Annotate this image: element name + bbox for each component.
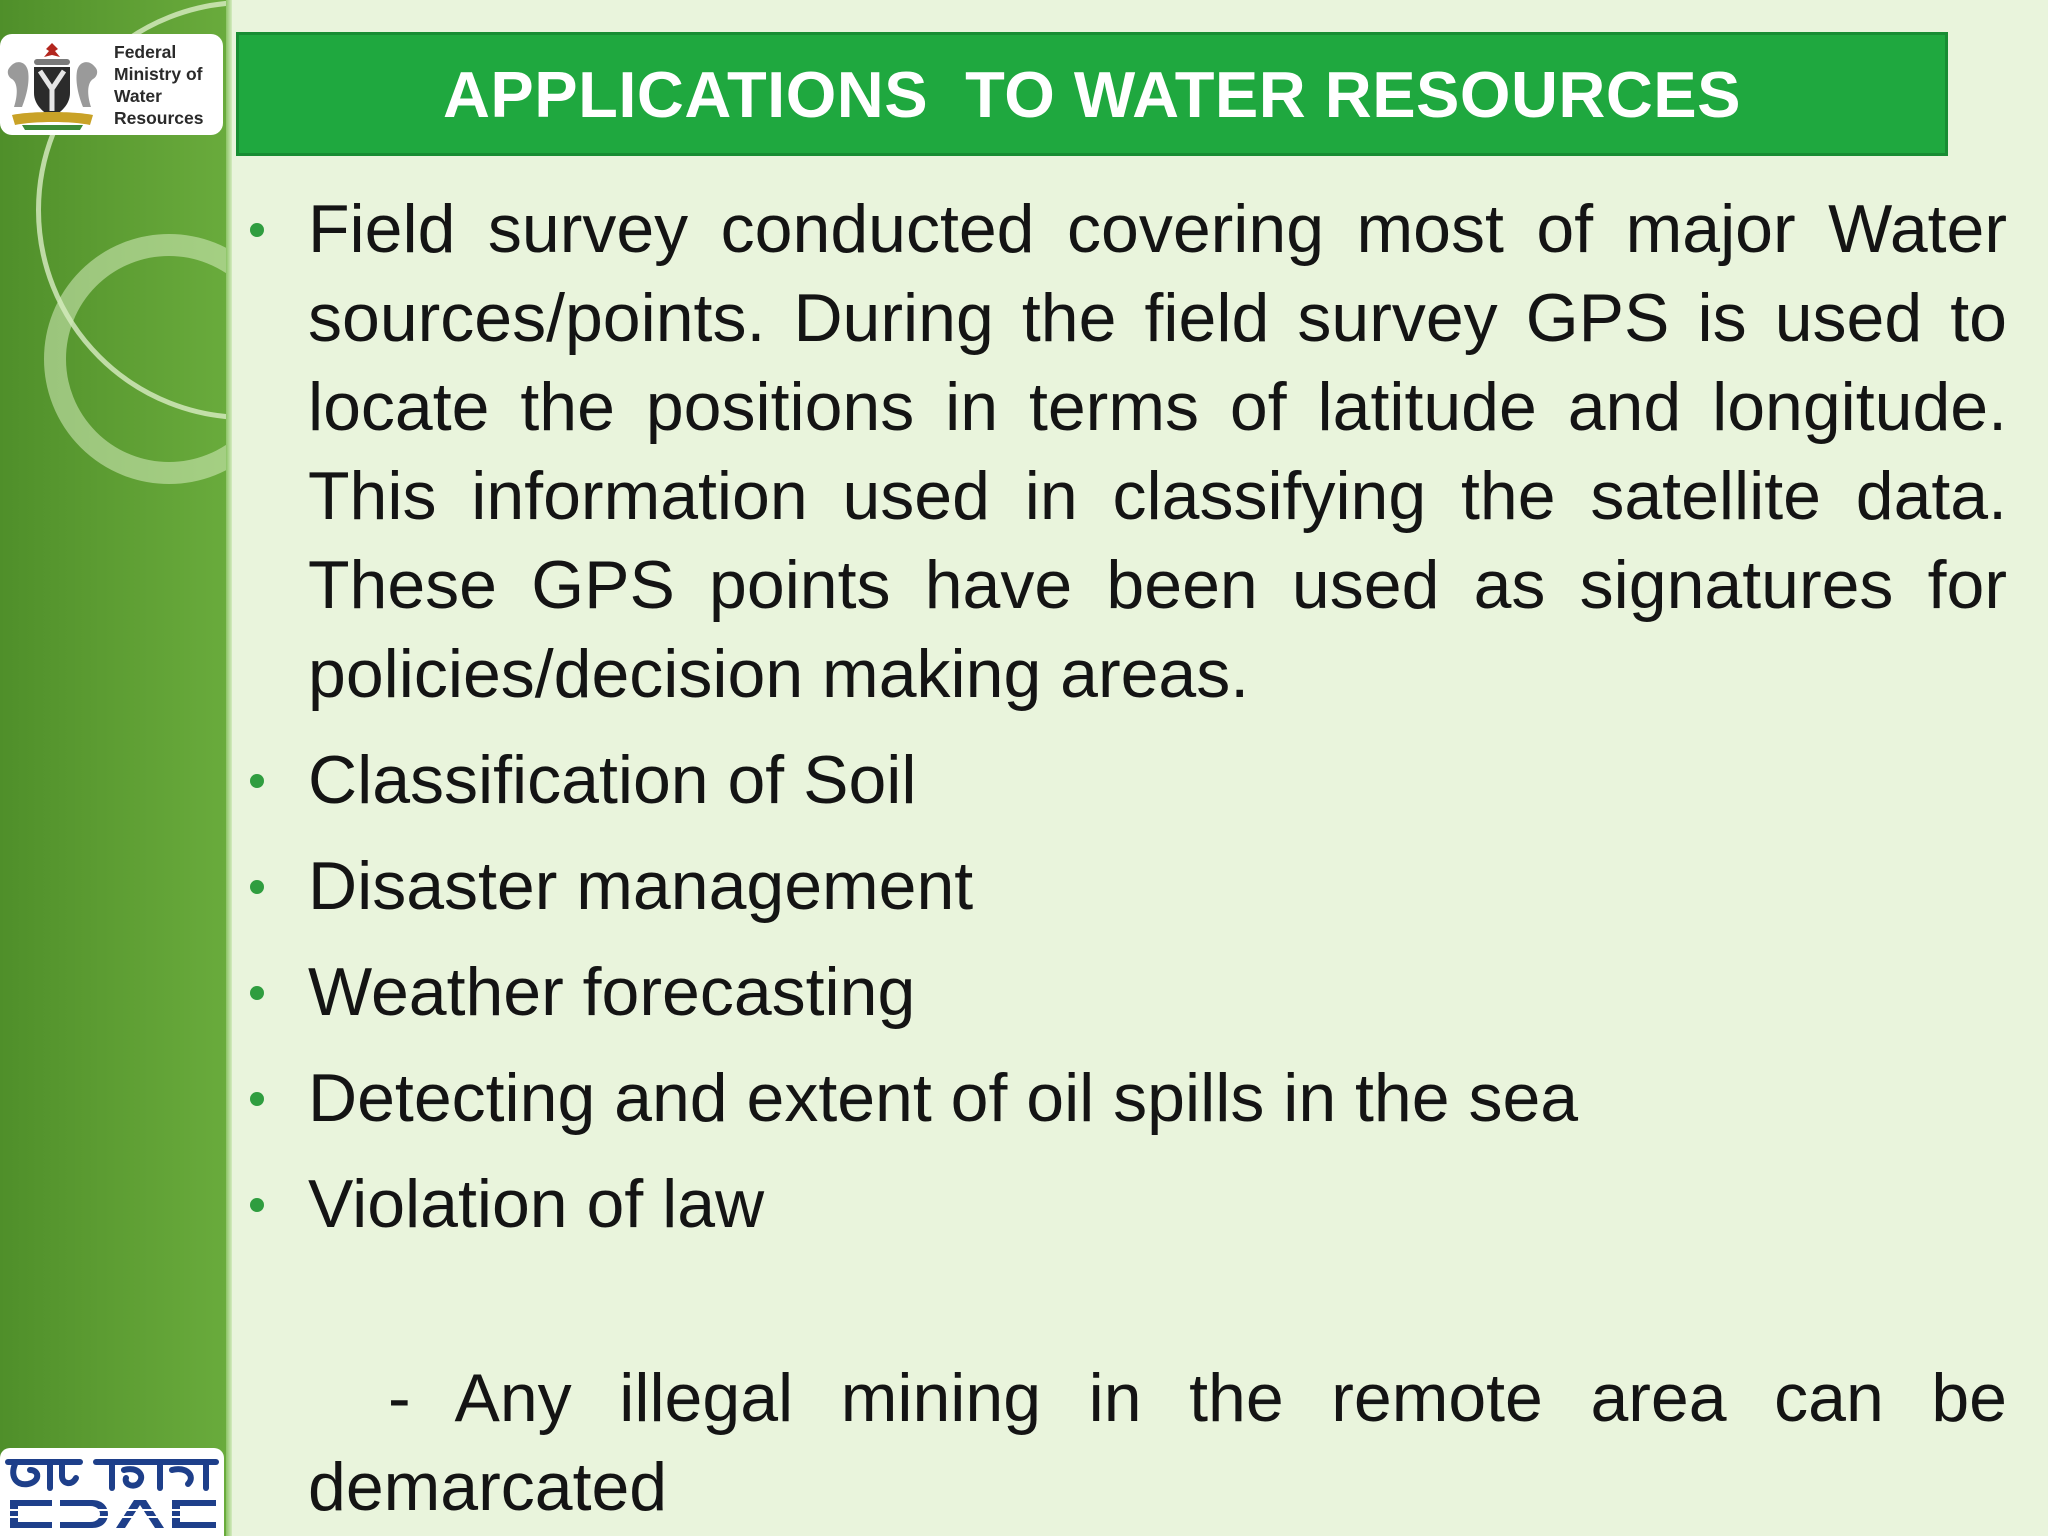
title-banner: [236, 32, 1948, 156]
ministry-logo-text: Federal Ministry of Water Resources: [114, 41, 204, 128]
bullet-item: [250, 736, 2007, 825]
bullet-dot-icon: [250, 774, 264, 788]
bullet-dot-icon: [250, 223, 264, 237]
ministry-logo: [0, 34, 223, 135]
slide-title: APPLICATIONS TO WATER RESOURCES: [442, 57, 1742, 131]
bullet-text: Detecting and extent of oil spills in the sea: [308, 1060, 1579, 1136]
bullet-item: [250, 1054, 2007, 1143]
bullet-dot-icon: [250, 986, 264, 1000]
bullet-item: [250, 948, 2007, 1037]
bullet-list: [250, 185, 2007, 1266]
sub-note: - Any illegal mining in the remote area can be demarcated: [308, 1360, 2007, 1525]
bullet-dot-icon: [250, 880, 264, 894]
coat-of-arms-icon: [0, 37, 105, 133]
bullet-text: Classification of Soil: [308, 742, 917, 818]
bullet-item: [250, 842, 2007, 931]
bullet-text: Disaster management: [308, 848, 974, 924]
cdac-logo-graphic: [0, 1448, 224, 1536]
bullet-text: Weather forecasting: [308, 954, 916, 1030]
bullet-text: Field survey conducted covering most of major Water sources/points. During the field survey GPS is used to locate the positions in terms of latitude and longitude. This information used in classifying the satellite data. These GPS points have been used as signatures for policies/decision making areas.: [308, 191, 2007, 712]
cdac-logo: [0, 1448, 224, 1536]
bullet-dot-icon: [250, 1198, 264, 1212]
bullet-dot-icon: [250, 1092, 264, 1106]
bullet-item: [250, 1160, 2007, 1249]
bullet-text: Violation of law: [308, 1166, 765, 1242]
sidebar-edge: [226, 0, 232, 1536]
decorative-sidebar: [0, 0, 226, 1536]
bullet-item: [250, 185, 2007, 719]
